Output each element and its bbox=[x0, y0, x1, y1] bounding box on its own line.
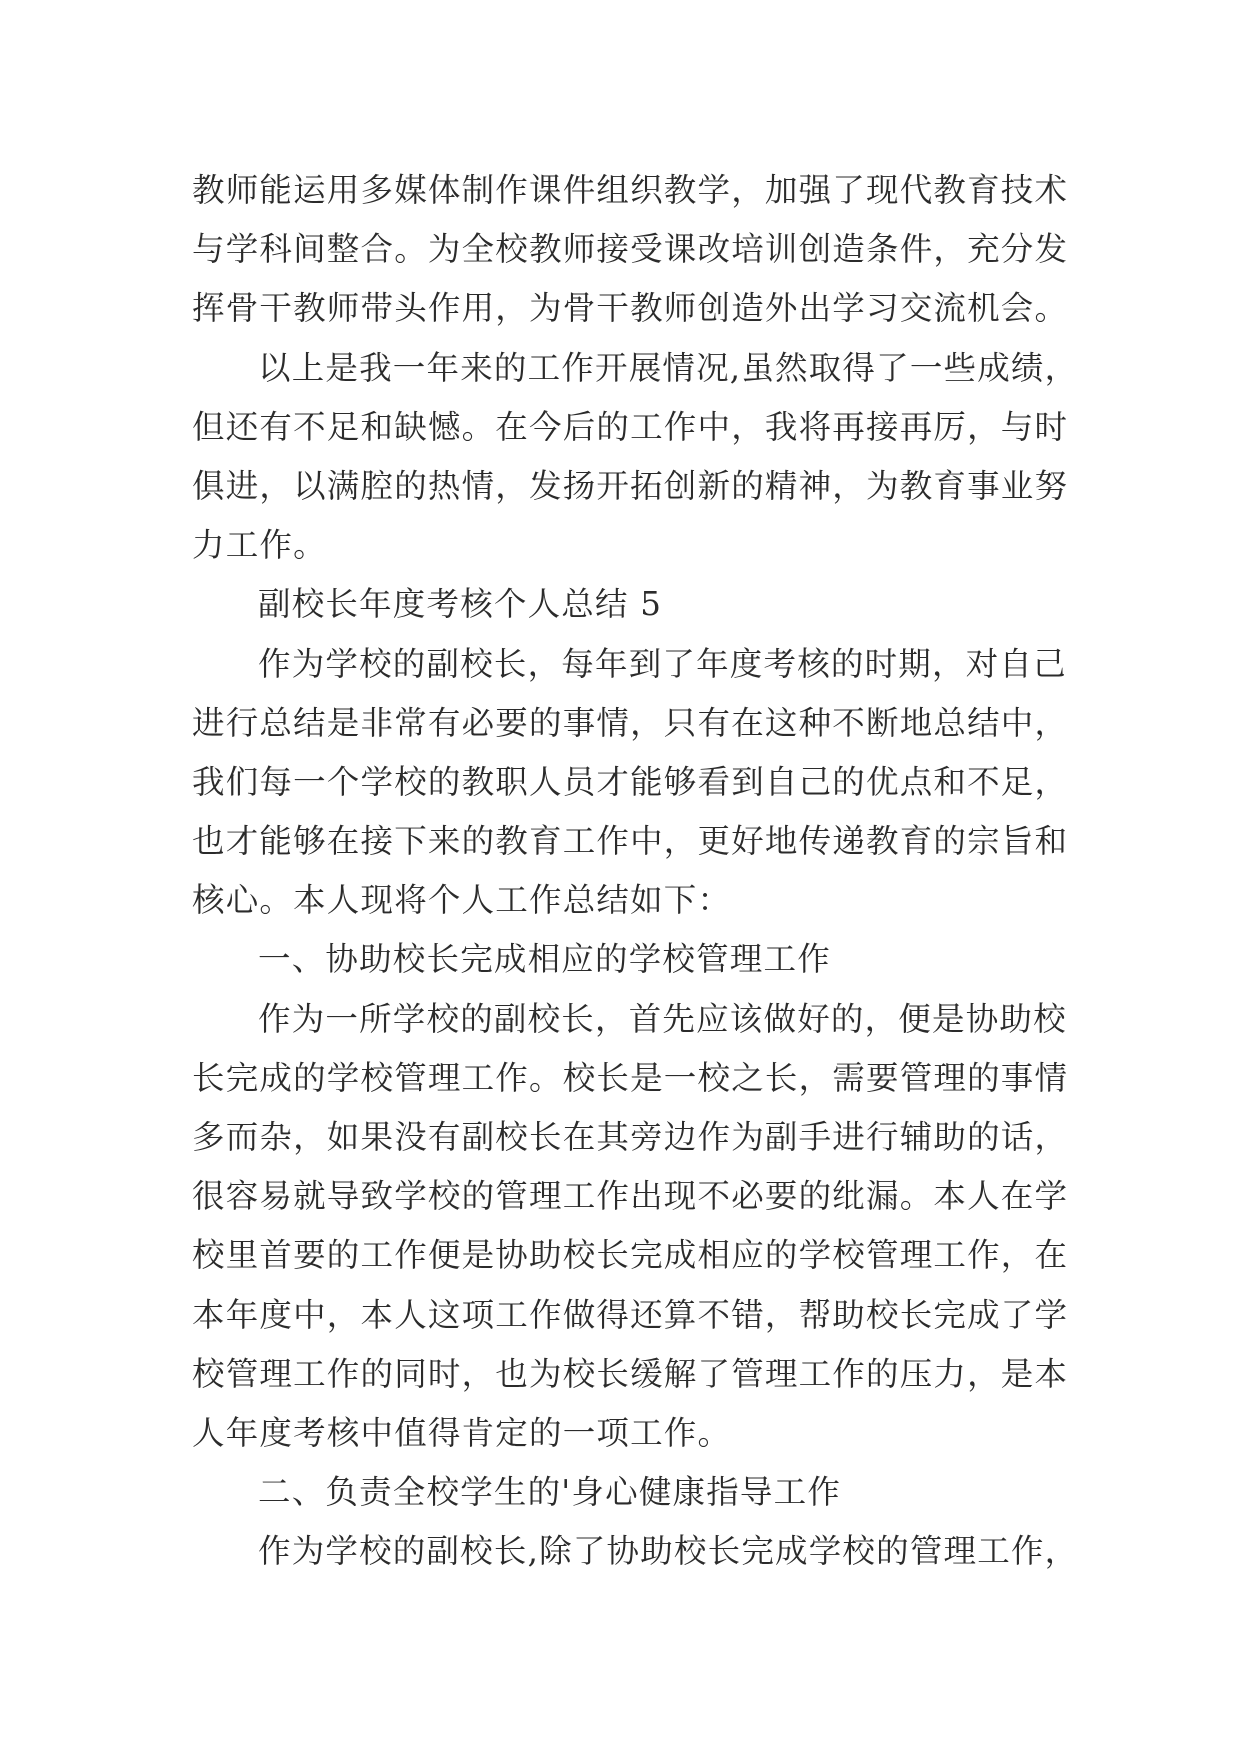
text-line: 作为学校的副校长,除了协助校长完成学校的管理工作， bbox=[258, 1532, 1079, 1571]
text-line: 挥骨干教师带头作用，为骨干教师创造外出学习交流机会。 bbox=[192, 289, 1069, 328]
text-line: 作为学校的副校长，每年到了年度考核的时期，对自己 bbox=[258, 644, 1067, 683]
text-line: 很容易就导致学校的管理工作出现不必要的纰漏。本人在学 bbox=[192, 1177, 1069, 1216]
text-line: 但还有不足和缺憾。在今后的工作中，我将再接再厉，与时 bbox=[192, 407, 1069, 446]
text-line: 本年度中，本人这项工作做得还算不错，帮助校长完成了学 bbox=[192, 1295, 1069, 1334]
text-line: 我们每一个学校的教职人员才能够看到自己的优点和不足， bbox=[192, 762, 1069, 801]
text-line: 与学科间整合。为全校教师接受课改培训创造条件，充分发 bbox=[192, 230, 1069, 269]
text-line: 人年度考核中值得肯定的一项工作。 bbox=[192, 1413, 732, 1452]
text-line: 进行总结是非常有必要的事情，只有在这种不断地总结中， bbox=[192, 703, 1069, 742]
text-line: 一、协助校长完成相应的学校管理工作 bbox=[258, 940, 831, 979]
document-body bbox=[192, 161, 1079, 1582]
text-line: 俱进，以满腔的热情，发扬开拓创新的精神，为教育事业努 bbox=[192, 466, 1069, 505]
text-line: 长完成的学校管理工作。校长是一校之长，需要管理的事情 bbox=[192, 1058, 1069, 1097]
text-line: 二、负责全校学生的'身心健康指导工作 bbox=[258, 1473, 842, 1512]
text-line: 副校长年度考核个人总结 5 bbox=[258, 585, 663, 624]
text-line: 教师能运用多媒体制作课件组织教学，加强了现代教育技术 bbox=[192, 171, 1069, 209]
text-line: 核心。本人现将个人工作总结如下： bbox=[192, 881, 732, 920]
text-line: 作为一所学校的副校长，首先应该做好的，便是协助校 bbox=[258, 999, 1067, 1038]
text-line: 校里首要的工作便是协助校长完成相应的学校管理工作，在 bbox=[192, 1236, 1069, 1275]
text-line: 力工作。 bbox=[192, 526, 327, 565]
text-line: 以上是我一年来的工作开展情况,虽然取得了一些成绩， bbox=[258, 348, 1079, 387]
text-line: 也才能够在接下来的教育工作中，更好地传递教育的宗旨和 bbox=[192, 822, 1069, 861]
text-line: 校管理工作的同时，也为校长缓解了管理工作的压力，是本 bbox=[192, 1354, 1069, 1393]
text-line: 多而杂，如果没有副校长在其旁边作为副手进行辅助的话， bbox=[192, 1118, 1069, 1156]
